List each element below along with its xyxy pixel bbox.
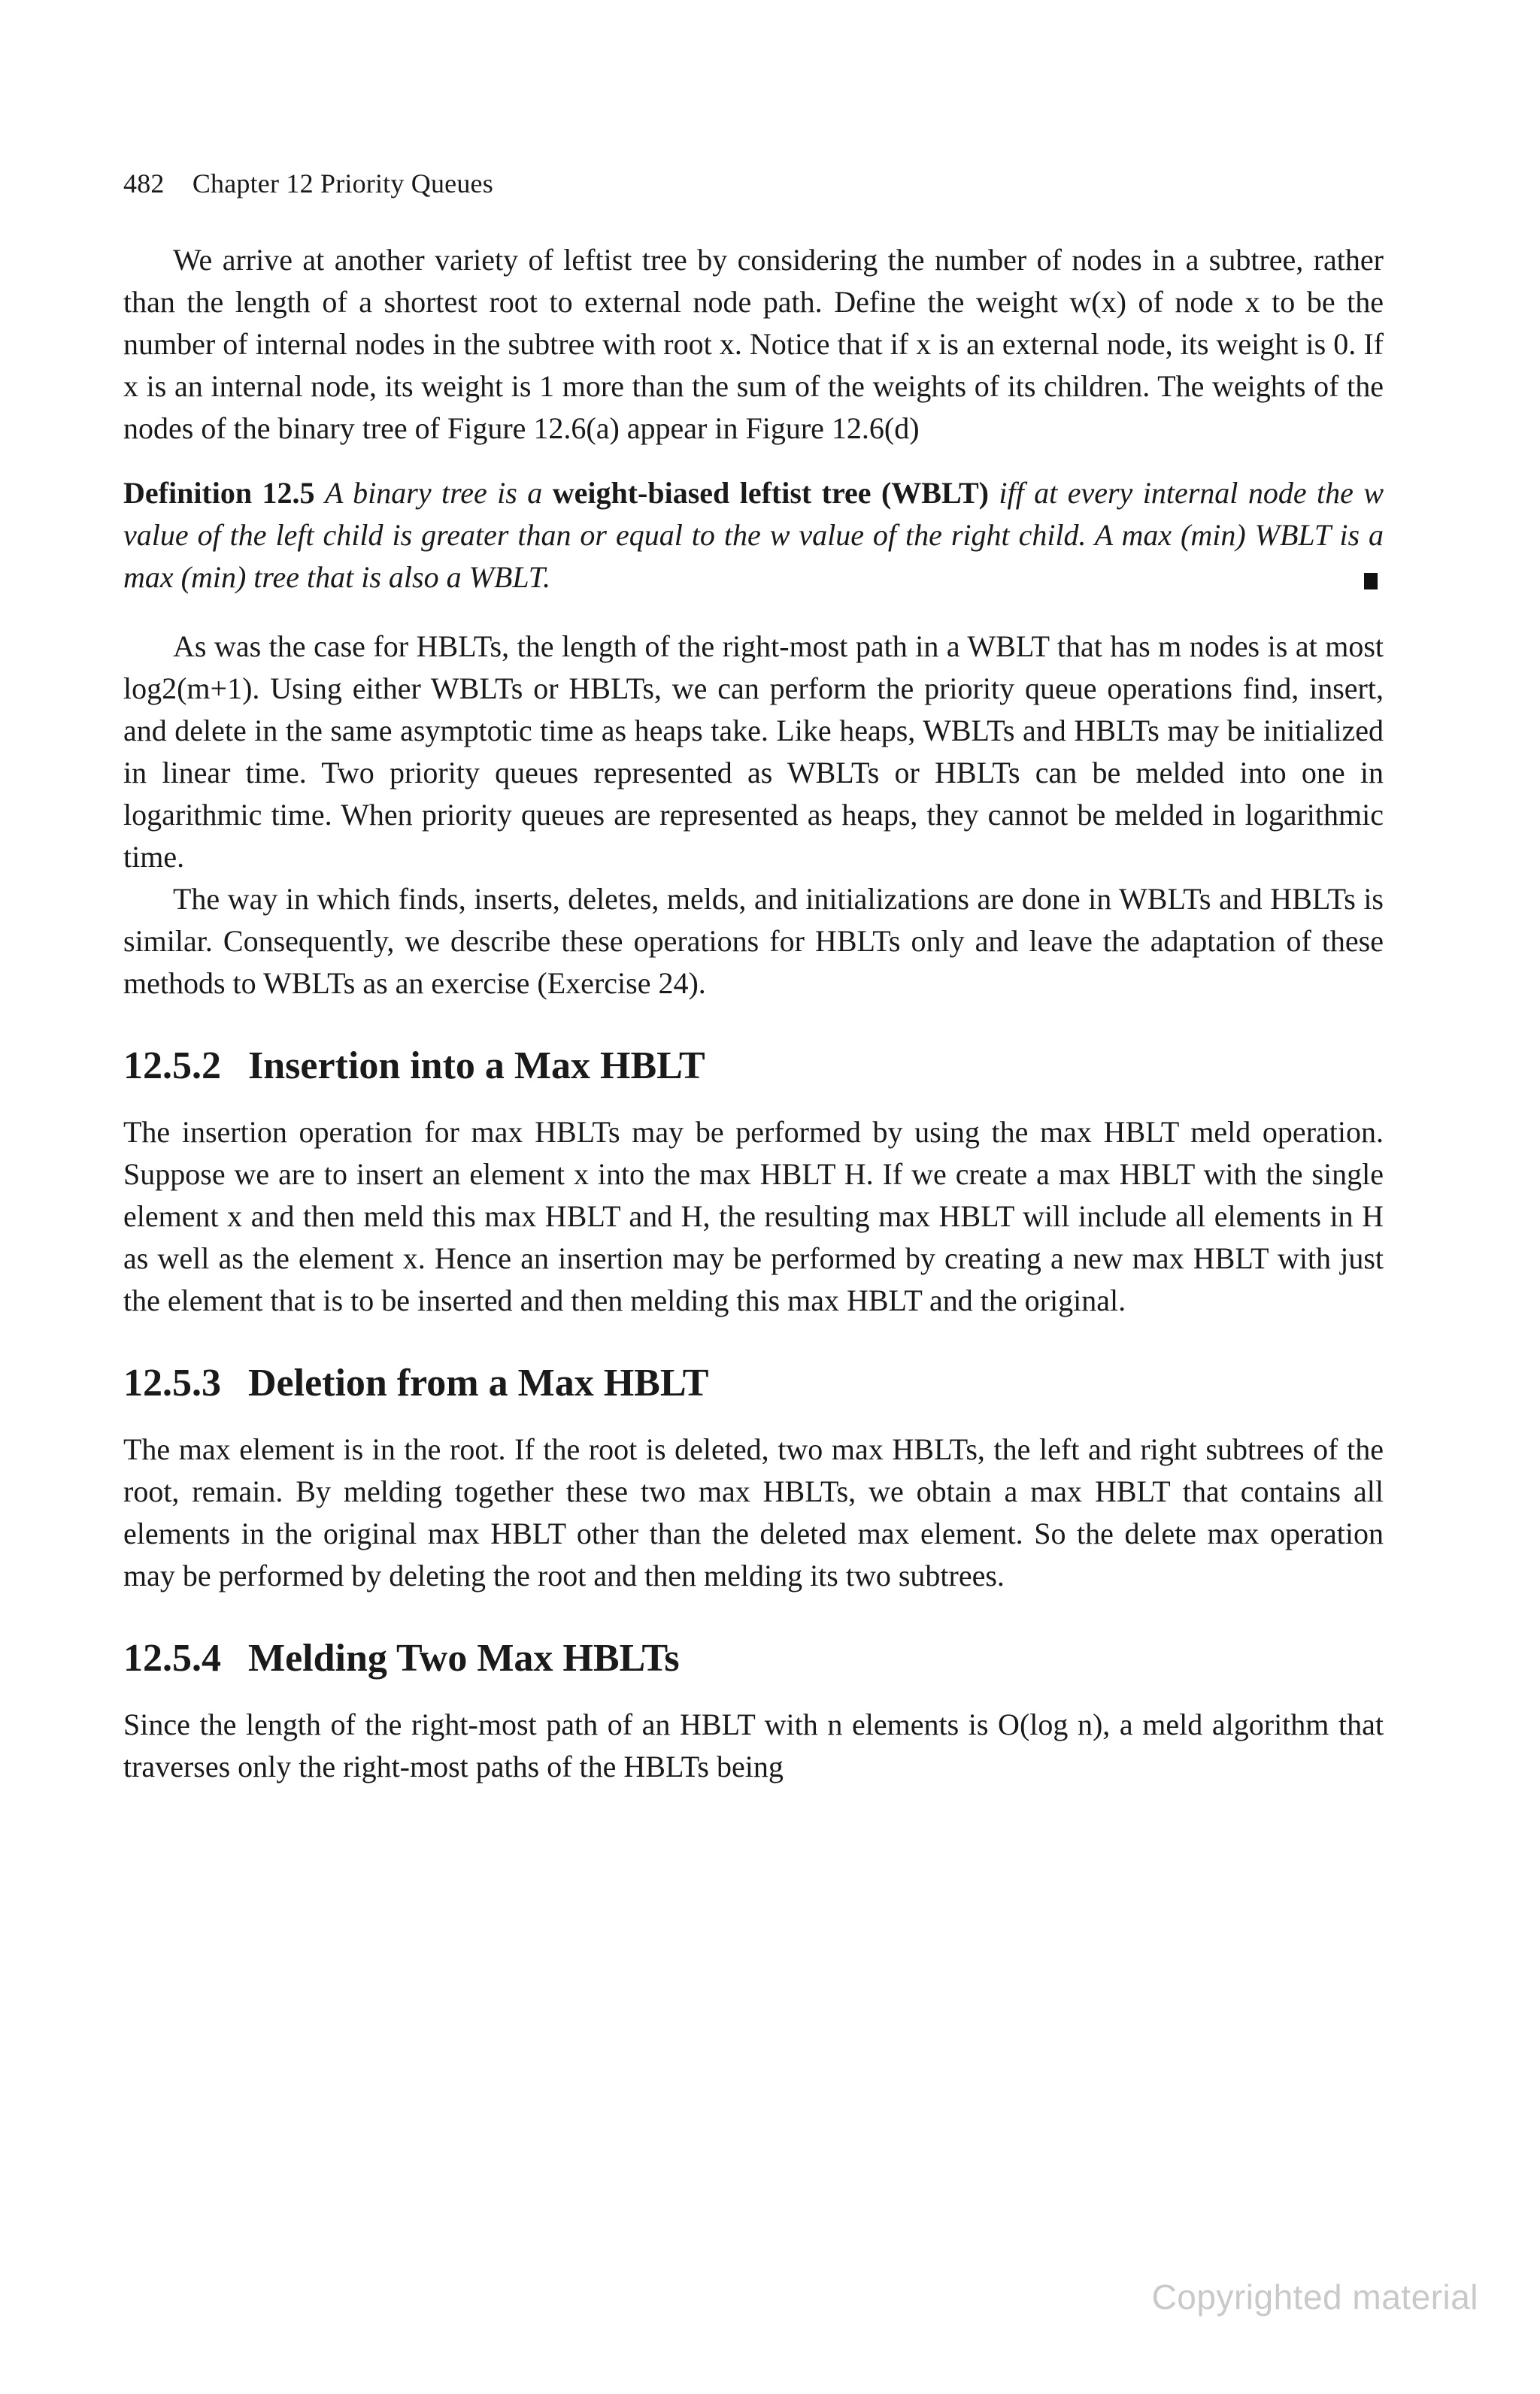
end-of-definition-mark <box>1364 573 1378 589</box>
section-text-insertion: The insertion operation for max HBLTs may be performed by using the max HBLT meld operation. Suppose we are to insert an element x into the max HBLT H. If we create a max HBLT with the single element x and then meld this max HBLT and H, the resulting max HBLT will include all elements in H as well as the element x. Hence an insertion may be performed by creating a new max HBLT with just the element that is to be inserted and then melding this max HBLT and the original. <box>123 1115 1384 1317</box>
definition-body-start: A binary tree is a <box>325 476 543 510</box>
section-title: Melding Two Max HBLTs <box>248 1637 680 1680</box>
section-text-deletion: The max element is in the root. If the root is deleted, two max HBLTs, the left and right subtrees of the root, remain. By melding together these two max HBLTs, we obtain a max HBLT that contains all elements in the original max HBLT other than the deleted max element. So the delete max operation may be performed by deleting the root and then melding its two subtrees. <box>123 1432 1384 1592</box>
section-heading-deletion <box>123 1359 1384 1408</box>
definition-term: weight-biased leftist tree (WBLT) <box>552 476 989 510</box>
definition-body-end: iff at every internal node the w value of the left child is greater than or equal to the w value of the right child. A max (min) WBLT is a max (min) tree that is also a WBLT. <box>123 476 1384 594</box>
section-number: 12.5.4 <box>123 1637 221 1680</box>
paragraph-operations: The way in which finds, inserts, deletes, melds, and initializations are done in WBLTs and HBLTs is similar. Consequently, we describe these operations for HBLTs only and leave the adaptation of these methods to WBLTs as an exercise (Exercise 24). <box>123 882 1384 1000</box>
running-head <box>123 165 1384 202</box>
section-number: 12.5.3 <box>123 1362 221 1405</box>
section-number: 12.5.2 <box>123 1044 221 1087</box>
definition-label: Definition 12.5 <box>123 476 315 510</box>
chapter-title: Chapter 12 Priority Queues <box>192 168 493 198</box>
copyright-watermark: Copyrighted material <box>1151 2277 1478 2317</box>
section-heading-melding <box>123 1635 1384 1683</box>
book-page <box>123 165 1384 1788</box>
page-number: 482 <box>123 168 165 198</box>
section-text-melding: Since the length of the right-most path of an HBLT with n elements is O(log n), a meld algorithm that traverses only the right-most paths of the HBLTs being <box>123 1708 1384 1783</box>
section-heading-insertion <box>123 1042 1384 1090</box>
definition-block <box>123 472 1384 598</box>
paragraph-weight-definition: We arrive at another variety of leftist tree by considering the number of nodes in a subtree, rather than the length of a shortest root to external node path. Define the weight w(x) of node x to be the number of internal nodes in the subtree with root x. Notice that if x is an external node, its weight is 0. If x is an internal node, its weight is 1 more than the sum of the weights of its children. The weights of the nodes of the binary tree of Figure 12.6(a) appear in Figure 12.6(d) <box>123 243 1384 445</box>
section-title: Insertion into a Max HBLT <box>248 1044 705 1087</box>
paragraph-wblt-properties: As was the case for HBLTs, the length of the right-most path in a WBLT that has m nodes is at most log2(m+1). Using either WBLTs or HBLTs, we can perform the priority queue operations find, insert, and delete in the same asymptotic time as heaps take. Like heaps, WBLTs and HBLTs may be initialized in linear time. Two priority queues represented as WBLTs or HBLTs can be melded into one in logarithmic time. When priority queues are represented as heaps, they cannot be melded in logarithmic time. <box>123 629 1384 874</box>
section-title: Deletion from a Max HBLT <box>248 1362 709 1405</box>
